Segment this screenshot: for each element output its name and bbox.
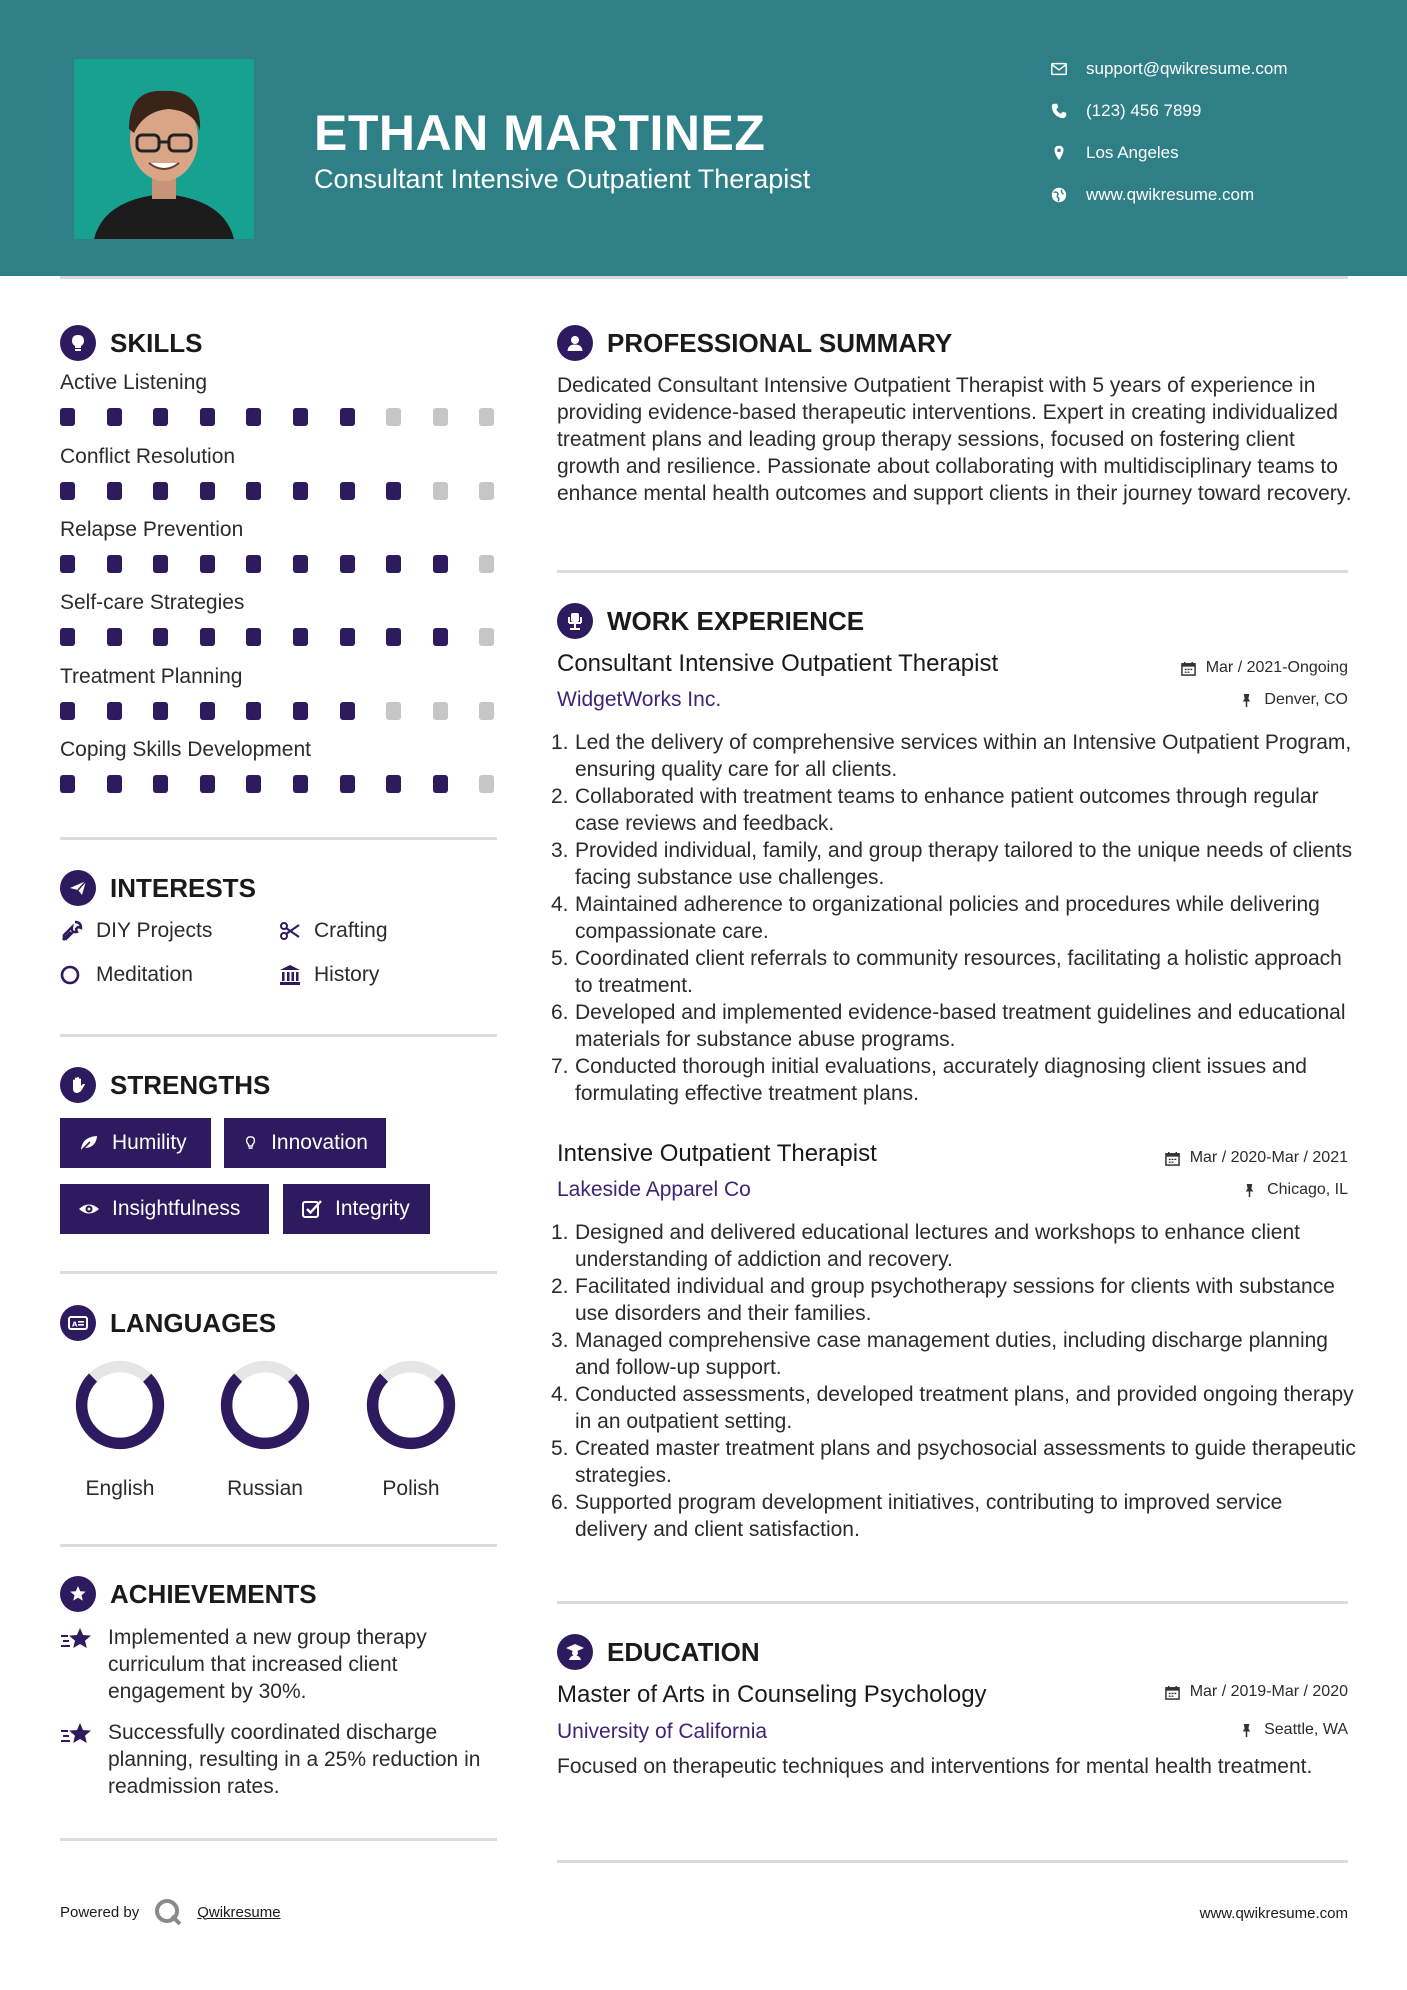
skill-dot-filled <box>153 702 168 720</box>
strength-label: Humility <box>112 1131 187 1154</box>
school-name: University of California <box>557 1720 768 1743</box>
bullet-text: Led the delivery of comprehensive services within an Intensive Outpatient Program, ensuring quality care for all clients. <box>575 731 1352 781</box>
skill-dot-filled <box>107 775 122 793</box>
skill-dot-filled <box>60 775 75 793</box>
skill-name: Relapse Prevention <box>60 518 244 541</box>
user-icon <box>557 325 593 361</box>
profile-photo <box>74 59 254 239</box>
skill-dot-filled <box>153 628 168 646</box>
experience-heading <box>557 603 864 639</box>
achievements-heading-text: ACHIEVEMENTS <box>110 1578 317 1609</box>
language-ring <box>363 1357 459 1453</box>
skill-dot-filled <box>107 702 122 720</box>
skill-dot-filled <box>340 555 355 573</box>
bullet-text: Managed comprehensive case management duties, including discharge planning and follow-up support. <box>575 1329 1328 1379</box>
bullet-text: Developed and implemented evidence-based treatment guidelines and educational materials for substance abuse programs. <box>575 1001 1346 1051</box>
wrench-icon <box>60 919 84 943</box>
education-dates <box>1165 1683 1348 1701</box>
job-bullet <box>551 1327 1357 1381</box>
bullet-text: Designed and delivered educational lectures and workshops to enhance client understanding of addiction and recovery. <box>575 1221 1300 1271</box>
section-divider <box>557 1860 1348 1863</box>
bullet-text: Coordinated client referrals to community resources, facilitating a holistic approach to treatment. <box>575 947 1342 997</box>
skill-dot-filled <box>293 628 308 646</box>
bullet-number: 6. <box>551 1491 569 1514</box>
achievements-heading <box>60 1576 317 1612</box>
skill-dot-filled <box>340 408 355 426</box>
avatar-illustration <box>74 59 254 239</box>
skill-dot-filled <box>246 482 261 500</box>
job-bullet <box>551 1273 1357 1327</box>
skill-dot-filled <box>340 628 355 646</box>
skill-dot-filled <box>200 702 215 720</box>
skill-dot-filled <box>153 555 168 573</box>
candidate-title: Consultant Intensive Outpatient Therapist <box>314 164 811 194</box>
hand-icon <box>60 1067 96 1103</box>
skill-rating <box>60 775 500 793</box>
header-divider <box>60 276 1348 279</box>
qwikresume-link[interactable]: Qwikresume <box>197 1903 281 1921</box>
museum-icon <box>278 963 302 987</box>
interest-item <box>278 919 388 943</box>
skill-dot-filled <box>60 482 75 500</box>
bullet-number: 3. <box>551 839 569 862</box>
education-description: Focused on therapeutic techniques and interventions for mental health treatment. <box>557 1755 1313 1778</box>
map-pin-icon <box>1050 144 1068 162</box>
contact-email-text: support@qwikresume.com <box>1086 59 1288 78</box>
skill-dot-filled <box>200 628 215 646</box>
bullet-number: 6. <box>551 1001 569 1024</box>
skill-dot-filled <box>153 408 168 426</box>
skill-dot-filled <box>246 702 261 720</box>
skill-name: Self-care Strategies <box>60 591 245 614</box>
strength-badge <box>283 1184 430 1234</box>
job-bullet <box>551 1381 1357 1435</box>
star-icon <box>60 1626 94 1654</box>
job-dates <box>1165 1149 1348 1167</box>
bullet-text: Collaborated with treatment teams to enhance patient outcomes through regular case reviews and feedback. <box>575 785 1319 835</box>
check-square-icon <box>301 1198 323 1220</box>
skill-dot-filled <box>340 775 355 793</box>
language-ring <box>72 1357 168 1453</box>
education-dates-text: Mar / 2019-Mar / 2020 <box>1189 1683 1348 1700</box>
skill-dot-filled <box>107 482 122 500</box>
job-title: Consultant Intensive Outpatient Therapist <box>557 650 999 677</box>
footer-powered-by <box>60 1897 281 1927</box>
strengths-heading-text: STRENGTHS <box>110 1069 271 1100</box>
bullet-text: Facilitated individual and group psychotherapy sessions for clients with substance use disorders and their families. <box>575 1275 1335 1325</box>
skill-dot-filled <box>433 555 448 573</box>
contact-location <box>1050 141 1179 165</box>
skill-dot-filled <box>200 775 215 793</box>
office-chair-icon <box>557 603 593 639</box>
lightbulb-icon <box>60 325 96 361</box>
skills-heading-text: SKILLS <box>110 327 203 358</box>
language-item <box>205 1357 325 1501</box>
scissors-icon <box>278 919 302 943</box>
job-title: Intensive Outpatient Therapist <box>557 1140 877 1167</box>
summary-heading <box>557 325 952 361</box>
contact-website[interactable] <box>1050 183 1254 207</box>
skill-dot-filled <box>107 555 122 573</box>
bullet-text: Maintained adherence to organizational policies and procedures while delivering compassionate care. <box>575 893 1320 943</box>
skill-dot-filled <box>60 408 75 426</box>
bullet-text: Conducted assessments, developed treatment plans, and provided ongoing therapy in an outpatient setting. <box>575 1383 1354 1433</box>
skill-dot-filled <box>200 555 215 573</box>
section-divider <box>60 1838 497 1841</box>
job-location <box>1239 691 1348 709</box>
resume-header <box>0 0 1407 276</box>
skill-dot-empty <box>479 628 494 646</box>
calendar-icon <box>1165 1151 1180 1166</box>
id-card-icon <box>60 1305 96 1341</box>
bullet-number: 3. <box>551 1329 569 1352</box>
bullet-number: 1. <box>551 1221 569 1244</box>
pushpin-icon <box>1239 1723 1254 1738</box>
language-ring <box>217 1357 313 1453</box>
job-location-text: Denver, CO <box>1264 691 1348 708</box>
contact-phone[interactable] <box>1050 99 1201 123</box>
strength-badge <box>224 1118 386 1168</box>
summary-text: Dedicated Consultant Intensive Outpatient Therapist with 5 years of experience in providing evidence-based therapeutic interventions. Expert in creating individualized treatment plans and leading group therapy sessions, focused on fostering client growth and resilience. Passionate about collaborating with multidisciplinary teams to enhance mental health outcomes and support clients in their journey toward recovery. <box>557 374 1352 505</box>
graduate-icon <box>557 1634 593 1670</box>
bullet-number: 7. <box>551 1055 569 1078</box>
skill-dot-empty <box>479 702 494 720</box>
skill-dot-filled <box>153 775 168 793</box>
skill-dot-empty <box>386 702 401 720</box>
section-divider <box>557 1601 1348 1604</box>
bullet-number: 5. <box>551 947 569 970</box>
paper-plane-icon <box>60 870 96 906</box>
bullet-number: 1. <box>551 731 569 754</box>
skill-rating <box>60 628 500 646</box>
education-location <box>1239 1721 1348 1739</box>
skill-dot-filled <box>433 775 448 793</box>
skill-rating <box>60 555 500 573</box>
contact-website-text: www.qwikresume.com <box>1086 185 1255 204</box>
job-bullets <box>551 1219 1357 1543</box>
company-name: WidgetWorks Inc. <box>557 688 722 711</box>
job-bullet <box>551 1435 1357 1489</box>
strengths-heading <box>60 1067 270 1103</box>
skill-dot-empty <box>479 408 494 426</box>
job-bullet <box>551 837 1357 891</box>
footer-website[interactable]: www.qwikresume.com <box>1199 1905 1348 1922</box>
bullet-number: 5. <box>551 1437 569 1460</box>
skill-dot-empty <box>479 555 494 573</box>
job-bullets <box>551 729 1357 1107</box>
languages-heading-text: LANGUAGES <box>110 1307 277 1338</box>
skill-dot-filled <box>107 408 122 426</box>
skill-dot-filled <box>340 702 355 720</box>
bullet-number: 2. <box>551 785 569 808</box>
language-name: Russian <box>227 1477 303 1500</box>
strength-badge <box>60 1118 211 1168</box>
skills-heading <box>60 325 202 361</box>
interest-item <box>60 919 212 943</box>
language-item <box>351 1357 471 1501</box>
degree-title: Master of Arts in Counseling Psychology <box>557 1681 987 1708</box>
skill-dot-filled <box>293 408 308 426</box>
pushpin-icon <box>1239 693 1254 708</box>
skill-name: Active Listening <box>60 371 208 394</box>
achievement-text: Successfully coordinated discharge planning, resulting in a 25% reduction in readmission rates. <box>108 1721 481 1798</box>
job-location <box>1242 1181 1348 1199</box>
bullet-number: 4. <box>551 1383 569 1406</box>
section-divider <box>60 1544 497 1547</box>
job-bullet <box>551 1219 1357 1273</box>
skill-dot-filled <box>340 482 355 500</box>
section-divider <box>60 837 497 840</box>
interest-item <box>278 963 379 987</box>
achievement-item <box>60 1624 500 1705</box>
skill-dot-filled <box>246 408 261 426</box>
language-item <box>60 1357 180 1501</box>
skill-dot-filled <box>386 628 401 646</box>
bullet-number: 2. <box>551 1275 569 1298</box>
skill-dot-empty <box>433 702 448 720</box>
circle-icon <box>60 963 84 987</box>
lightbulb-icon <box>242 1132 259 1154</box>
qwikresume-logo-icon <box>153 1897 183 1927</box>
skill-dot-empty <box>433 482 448 500</box>
skill-dot-filled <box>293 555 308 573</box>
bullet-text: Created master treatment plans and psychosocial assessments to guide therapeutic strategies. <box>575 1437 1356 1487</box>
interests-heading <box>60 870 256 906</box>
skill-dot-filled <box>293 775 308 793</box>
phone-icon <box>1050 102 1068 120</box>
strength-label: Insightfulness <box>112 1197 241 1220</box>
powered-by-text: Powered by <box>60 1903 140 1921</box>
skill-dot-filled <box>246 628 261 646</box>
skill-dot-filled <box>200 408 215 426</box>
skill-rating <box>60 482 500 500</box>
job-dates <box>1181 659 1348 677</box>
job-location-text: Chicago, IL <box>1267 1181 1348 1198</box>
job-bullet <box>551 729 1357 783</box>
skill-dot-empty <box>479 482 494 500</box>
language-name: Polish <box>382 1477 440 1500</box>
job-bullet <box>551 999 1357 1053</box>
svg-text:A: A <box>72 1320 78 1329</box>
calendar-icon <box>1165 1685 1180 1700</box>
skill-dot-filled <box>60 555 75 573</box>
contact-phone-text: (123) 456 7899 <box>1086 101 1202 120</box>
summary-heading-text: PROFESSIONAL SUMMARY <box>607 327 953 358</box>
skill-name: Conflict Resolution <box>60 445 236 468</box>
skill-dot-filled <box>200 482 215 500</box>
calendar-icon <box>1181 661 1196 676</box>
strength-label: Innovation <box>271 1131 368 1154</box>
skill-name: Coping Skills Development <box>60 738 311 761</box>
skill-dot-filled <box>246 775 261 793</box>
strength-badge <box>60 1184 269 1234</box>
language-name: English <box>85 1477 155 1500</box>
skill-dot-empty <box>479 775 494 793</box>
company-name: Lakeside Apparel Co <box>557 1178 751 1201</box>
job-bullet <box>551 1489 1357 1543</box>
skill-dot-filled <box>386 482 401 500</box>
bullet-text: Provided individual, family, and group therapy tailored to the unique needs of clients facing substance use challenges. <box>575 839 1353 889</box>
education-heading-text: EDUCATION <box>607 1636 760 1667</box>
skill-dot-filled <box>60 628 75 646</box>
bullet-text: Supported program development initiatives, contributing to improved service delivery and client satisfaction. <box>575 1491 1283 1541</box>
skill-rating <box>60 408 500 426</box>
star-icon <box>60 1721 94 1749</box>
bullet-text: Conducted thorough initial evaluations, accurately diagnosing client issues and formulating effective treatment plans. <box>575 1055 1307 1105</box>
star-badge-icon <box>60 1576 96 1612</box>
envelope-icon <box>1050 60 1068 78</box>
job-bullet <box>551 783 1357 837</box>
experience-heading-text: WORK EXPERIENCE <box>607 605 865 636</box>
interest-label: Meditation <box>96 963 193 986</box>
skill-dot-filled <box>386 555 401 573</box>
section-divider <box>60 1034 497 1037</box>
job-bullet <box>551 945 1357 999</box>
job-dates-text: Mar / 2020-Mar / 2021 <box>1189 1149 1348 1166</box>
section-divider <box>60 1271 497 1274</box>
achievement-item <box>60 1719 500 1800</box>
bullet-number: 4. <box>551 893 569 916</box>
interest-label: Crafting <box>314 919 388 942</box>
job-dates-text: Mar / 2021-Ongoing <box>1205 659 1348 676</box>
skill-dot-filled <box>107 628 122 646</box>
education-location-text: Seattle, WA <box>1264 1721 1348 1738</box>
skill-dot-filled <box>153 482 168 500</box>
skill-dot-filled <box>433 628 448 646</box>
skill-name: Treatment Planning <box>60 665 243 688</box>
pushpin-icon <box>1242 1183 1257 1198</box>
job-bullet <box>551 891 1357 945</box>
contact-email[interactable] <box>1050 57 1288 81</box>
section-divider <box>557 570 1348 573</box>
skill-dot-filled <box>246 555 261 573</box>
achievement-text: Implemented a new group therapy curriculum that increased client engagement by 30%. <box>108 1626 427 1703</box>
skill-dot-empty <box>386 408 401 426</box>
languages-heading <box>60 1305 276 1341</box>
interest-label: History <box>314 963 380 986</box>
skill-dot-filled <box>293 482 308 500</box>
education-heading <box>557 1634 760 1670</box>
job-bullet <box>551 1053 1357 1107</box>
leaf-icon <box>78 1132 100 1154</box>
globe-icon <box>1050 186 1068 204</box>
interest-item <box>60 963 193 987</box>
skill-dot-filled <box>60 702 75 720</box>
strength-label: Integrity <box>335 1197 410 1220</box>
interests-heading-text: INTERESTS <box>110 872 256 903</box>
skill-dot-empty <box>433 408 448 426</box>
candidate-name: ETHAN MARTINEZ <box>314 105 766 161</box>
skill-rating <box>60 702 500 720</box>
eye-icon <box>78 1198 100 1220</box>
skill-dot-filled <box>293 702 308 720</box>
contact-location-text: Los Angeles <box>1086 143 1179 162</box>
interest-label: DIY Projects <box>96 919 213 942</box>
skill-dot-filled <box>386 775 401 793</box>
